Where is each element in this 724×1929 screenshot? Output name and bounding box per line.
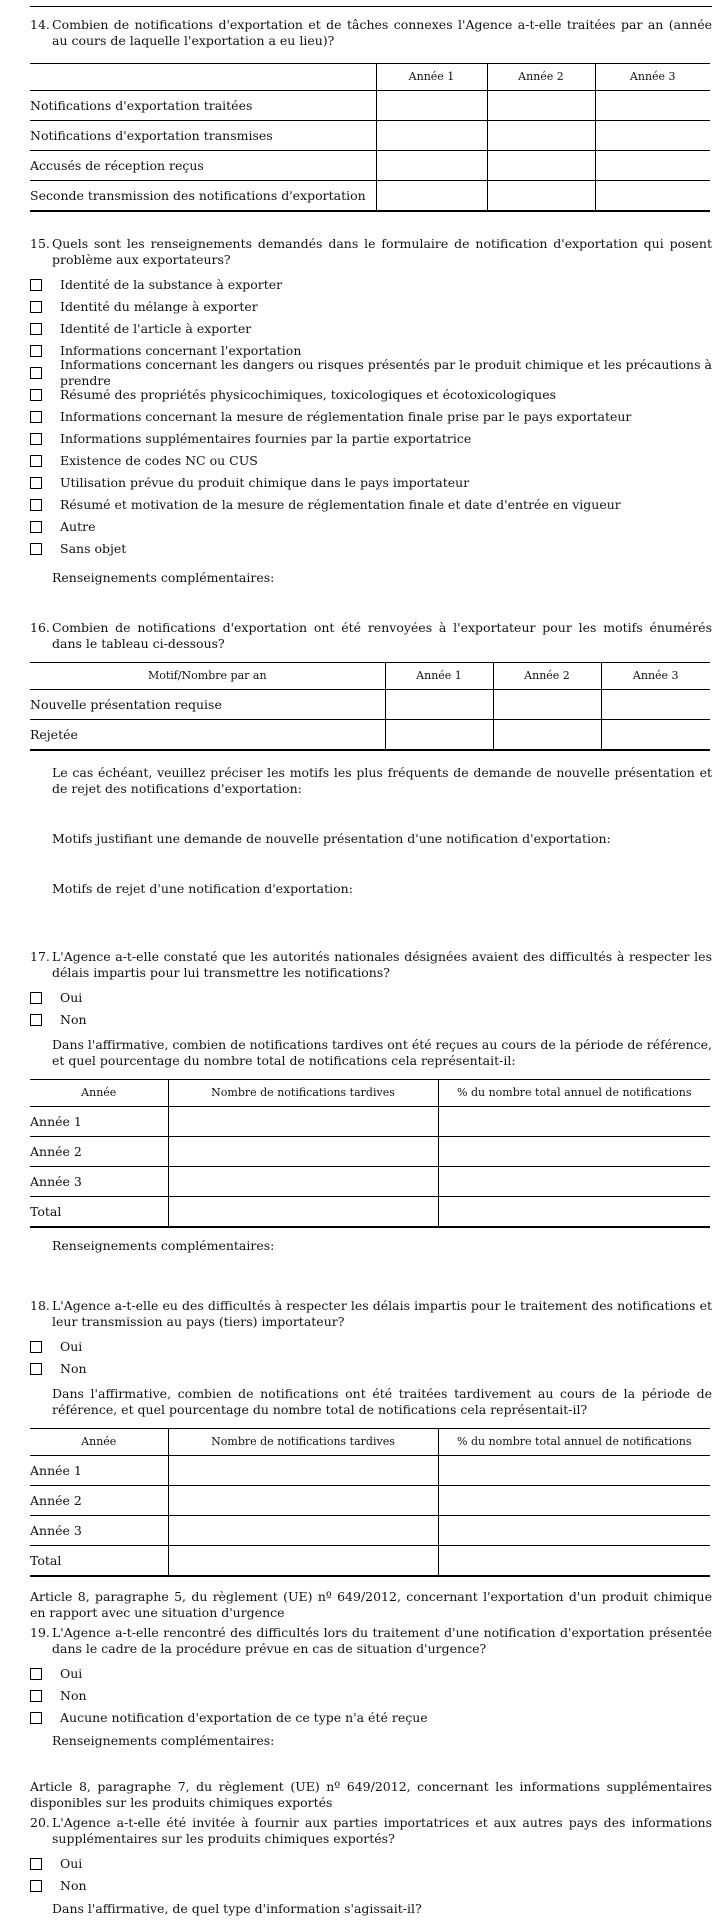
checkbox-option <box>30 1875 712 1897</box>
table-header: Année 3 <box>595 64 710 91</box>
checkbox[interactable] <box>30 1880 42 1892</box>
checkbox[interactable] <box>30 301 42 313</box>
checkbox-option <box>30 472 712 494</box>
table-header: Nombre de notifications tardives <box>168 1429 438 1456</box>
input-cell[interactable] <box>376 121 487 151</box>
table-header: Année 3 <box>601 663 710 690</box>
q20-options <box>30 1853 712 1897</box>
table-header: Année 1 <box>376 64 487 91</box>
table-row <box>30 690 710 720</box>
table-header: Année <box>30 1080 168 1107</box>
checkbox[interactable] <box>30 1363 42 1375</box>
option-label: Oui <box>60 990 83 1005</box>
option-label: Résumé et motivation de la mesure de réglementation finale et date d'entrée en vigueur <box>60 497 621 512</box>
input-cell[interactable] <box>438 1516 710 1546</box>
row-label: Année 2 <box>30 1137 168 1167</box>
question-number: 14. <box>30 17 50 32</box>
checkbox[interactable] <box>30 499 42 511</box>
input-cell[interactable] <box>168 1516 438 1546</box>
input-cell[interactable] <box>438 1107 710 1137</box>
question-text: Combien de notifications d'exportation et de tâches connexes l'Agence a-t-elle traitées par an (année au cours de laquelle l'exportation a eu lieu)? <box>52 17 712 48</box>
input-cell[interactable] <box>376 91 487 121</box>
checkbox[interactable] <box>30 992 42 1004</box>
row-label: Année 3 <box>30 1167 168 1197</box>
checkbox[interactable] <box>30 367 42 379</box>
q20-instructions: Dans l'affirmative, de quel type d'information s'agissait-il? <box>52 1901 422 1916</box>
checkbox[interactable] <box>30 279 42 291</box>
table-row <box>30 1456 710 1486</box>
article-8-7-heading: Article 8, paragraphe 7, du règlement (UE) nº 649/2012, concernant les informations supplémentaires disponibles sur les produits chimiques exportés <box>30 1779 712 1810</box>
option-label: Oui <box>60 1856 83 1871</box>
resubmission-reasons-label: Motifs justifiant une demande de nouvelle présentation d'une notification d'exportation: <box>52 831 611 846</box>
row-label: Nouvelle présentation requise <box>30 690 385 720</box>
option-label: Non <box>60 1361 87 1376</box>
input-cell[interactable] <box>438 1197 710 1228</box>
q17-instructions: Dans l'affirmative, combien de notifications tardives ont été reçues au cours de la période de référence, et quel pourcentage du nombre total de notifications cela représentait-il: <box>52 1037 712 1068</box>
checkbox-option <box>30 357 712 388</box>
input-cell[interactable] <box>493 720 601 751</box>
question-19 <box>30 1625 712 1657</box>
input-cell[interactable] <box>595 121 710 151</box>
checkbox-option <box>30 1685 712 1707</box>
input-cell[interactable] <box>438 1486 710 1516</box>
question-14 <box>30 17 712 49</box>
table-row <box>30 1546 710 1577</box>
input-cell[interactable] <box>168 1137 438 1167</box>
checkbox-option <box>30 987 712 1009</box>
rejection-reasons-label: Motifs de rejet d'une notification d'exportation: <box>52 881 353 896</box>
row-label: Accusés de réception reçus <box>30 151 376 181</box>
input-cell[interactable] <box>376 151 487 181</box>
option-label: Informations concernant les dangers ou risques présentés par le produit chimique et les précautions à prendre <box>60 357 712 388</box>
input-cell[interactable] <box>438 1137 710 1167</box>
table-header: Motif/Nombre par an <box>30 663 385 690</box>
checkbox-option <box>30 1853 712 1875</box>
checkbox[interactable] <box>30 411 42 423</box>
input-cell[interactable] <box>595 181 710 212</box>
option-label: Sans objet <box>60 541 127 556</box>
checkbox[interactable] <box>30 433 42 445</box>
option-label: Résumé des propriétés physicochimiques, toxicologiques et écotoxicologiques <box>60 387 557 402</box>
q17-table <box>30 1079 710 1228</box>
row-label: Notifications d'exportation traitées <box>30 91 376 121</box>
option-label: Informations concernant la mesure de réglementation finale prise par le pays exportateur <box>60 409 632 424</box>
question-number: 17. <box>30 949 50 964</box>
q18-options <box>30 1336 712 1380</box>
checkbox-option <box>30 516 712 538</box>
input-cell[interactable] <box>595 151 710 181</box>
table-row <box>30 1516 710 1546</box>
checkbox[interactable] <box>30 477 42 489</box>
checkbox-option <box>30 1707 712 1729</box>
option-label: Oui <box>60 1339 83 1354</box>
input-cell[interactable] <box>493 690 601 720</box>
row-label: Seconde transmission des notifications d'exportation <box>30 181 376 212</box>
question-18 <box>30 1298 712 1330</box>
table-header: Année 1 <box>385 663 493 690</box>
table-header: Année <box>30 1429 168 1456</box>
q19-options <box>30 1663 712 1729</box>
table-row <box>30 1486 710 1516</box>
checkbox[interactable] <box>30 1712 42 1724</box>
input-cell[interactable] <box>601 720 710 751</box>
row-label: Année 2 <box>30 1486 168 1516</box>
table-row <box>30 1167 710 1197</box>
checkbox-option <box>30 1336 712 1358</box>
row-label: Total <box>30 1197 168 1228</box>
input-cell[interactable] <box>601 690 710 720</box>
row-label: Total <box>30 1546 168 1577</box>
checkbox[interactable] <box>30 323 42 335</box>
checkbox-option <box>30 538 712 560</box>
checkbox-option <box>30 1358 712 1380</box>
row-label: Année 3 <box>30 1516 168 1546</box>
option-label: Oui <box>60 1666 83 1681</box>
checkbox-option <box>30 406 712 428</box>
q15-options <box>30 274 712 560</box>
table-row <box>30 720 710 751</box>
table-row <box>30 1137 710 1167</box>
table-row <box>30 121 710 151</box>
input-cell[interactable] <box>487 91 595 121</box>
question-text: L'Agence a-t-elle été invitée à fournir aux parties importatrices et aux autres pays des informations supplémentaires sur les produits chimiques exportés? <box>52 1815 712 1846</box>
table-header: % du nombre total annuel de notifications <box>438 1080 710 1107</box>
input-cell[interactable] <box>376 181 487 212</box>
input-cell[interactable] <box>438 1456 710 1486</box>
checkbox-option <box>30 274 712 296</box>
question-15 <box>30 236 712 268</box>
top-rule <box>30 6 712 7</box>
option-label: Non <box>60 1012 87 1027</box>
option-label: Autre <box>60 519 96 534</box>
question-text: Quels sont les renseignements demandés dans le formulaire de notification d'exportation qui posent problème aux exportateurs? <box>52 236 712 267</box>
q14-table <box>30 63 710 212</box>
table-row <box>30 1107 710 1137</box>
input-cell[interactable] <box>487 121 595 151</box>
checkbox-option <box>30 428 712 450</box>
form-page <box>0 6 724 1917</box>
input-cell[interactable] <box>595 91 710 121</box>
table-header: Année 2 <box>487 64 595 91</box>
question-text: L'Agence a-t-elle rencontré des difficultés lors du traitement d'une notification d'exportation présentée dans le cadre de la procédure prévue en cas de situation d'urgence? <box>52 1625 712 1656</box>
q17-options <box>30 987 712 1031</box>
checkbox[interactable] <box>30 1858 42 1870</box>
checkbox-option <box>30 450 712 472</box>
option-label: Informations supplémentaires fournies par la partie exportatrice <box>60 431 472 446</box>
question-20 <box>30 1815 712 1847</box>
option-label: Identité du mélange à exporter <box>60 299 258 314</box>
q18-instructions: Dans l'affirmative, combien de notifications ont été traitées tardivement au cours de la période de référence, et quel pourcentage du nombre total de notifications cela représentait-il? <box>52 1386 712 1417</box>
checkbox[interactable] <box>30 543 42 555</box>
question-text: L'Agence a-t-elle eu des difficultés à respecter les délais impartis pour le traitement des notifications et leur transmission au pays (tiers) importateur? <box>52 1298 712 1329</box>
checkbox[interactable] <box>30 345 42 357</box>
question-number: 19. <box>30 1625 50 1640</box>
question-number: 18. <box>30 1298 50 1313</box>
additional-info-label: Renseignements complémentaires: <box>52 1733 275 1748</box>
input-cell[interactable] <box>385 720 493 751</box>
checkbox-option <box>30 1009 712 1031</box>
question-number: 20. <box>30 1815 50 1830</box>
article-8-5-heading: Article 8, paragraphe 5, du règlement (UE) nº 649/2012, concernant l'exportation d'un produit chimique en rapport avec une situation d'urgence <box>30 1589 712 1620</box>
input-cell[interactable] <box>438 1546 710 1577</box>
input-cell[interactable] <box>168 1486 438 1516</box>
table-header: % du nombre total annuel de notifications <box>438 1429 710 1456</box>
input-cell[interactable] <box>168 1167 438 1197</box>
question-16 <box>30 620 712 652</box>
row-label: Notifications d'exportation transmises <box>30 121 376 151</box>
question-number: 16. <box>30 620 50 635</box>
table-header: Année 2 <box>493 663 601 690</box>
input-cell[interactable] <box>438 1167 710 1197</box>
q18-table <box>30 1428 710 1577</box>
row-label: Année 1 <box>30 1107 168 1137</box>
checkbox-option <box>30 494 712 516</box>
input-cell[interactable] <box>487 151 595 181</box>
additional-info-label: Renseignements complémentaires: <box>52 1238 275 1253</box>
question-17 <box>30 949 712 981</box>
row-label: Année 1 <box>30 1456 168 1486</box>
checkbox[interactable] <box>30 521 42 533</box>
additional-info-label: Renseignements complémentaires: <box>52 570 275 585</box>
checkbox[interactable] <box>30 1690 42 1702</box>
question-number: 15. <box>30 236 50 251</box>
input-cell[interactable] <box>487 181 595 212</box>
checkbox[interactable] <box>30 1341 42 1353</box>
q16-instructions: Le cas échéant, veuillez préciser les motifs les plus fréquents de demande de nouvelle présentation et de rejet des notifications d'exportation: <box>52 765 712 796</box>
option-label: Non <box>60 1688 87 1703</box>
input-cell[interactable] <box>385 690 493 720</box>
q16-table <box>30 662 710 751</box>
option-label: Existence de codes NC ou CUS <box>60 453 258 468</box>
option-label: Identité de l'article à exporter <box>60 321 252 336</box>
table-row <box>30 1197 710 1228</box>
checkbox-option <box>30 318 712 340</box>
table-row <box>30 181 710 212</box>
input-cell[interactable] <box>168 1107 438 1137</box>
checkbox[interactable] <box>30 389 42 401</box>
option-label: Identité de la substance à exporter <box>60 277 283 292</box>
table-header: Nombre de notifications tardives <box>168 1080 438 1107</box>
option-label: Utilisation prévue du produit chimique dans le pays importateur <box>60 475 470 490</box>
checkbox[interactable] <box>30 1014 42 1026</box>
row-label: Rejetée <box>30 720 385 751</box>
question-text: Combien de notifications d'exportation ont été renvoyées à l'exportateur pour les motifs énumérés dans le tableau ci-dessous? <box>52 620 712 651</box>
input-cell[interactable] <box>168 1456 438 1486</box>
question-text: L'Agence a-t-elle constaté que les autorités nationales désignées avaient des difficultés à respecter les délais impartis pour lui transmettre les notifications? <box>52 949 712 980</box>
input-cell[interactable] <box>168 1546 438 1577</box>
table-row <box>30 91 710 121</box>
option-label: Informations concernant l'exportation <box>60 343 302 358</box>
table-header <box>30 64 376 91</box>
checkbox-option <box>30 1663 712 1685</box>
table-row <box>30 151 710 181</box>
option-label: Non <box>60 1878 87 1893</box>
checkbox[interactable] <box>30 455 42 467</box>
checkbox[interactable] <box>30 1668 42 1680</box>
input-cell[interactable] <box>168 1197 438 1228</box>
checkbox-option <box>30 296 712 318</box>
option-label: Aucune notification d'exportation de ce type n'a été reçue <box>60 1710 428 1725</box>
